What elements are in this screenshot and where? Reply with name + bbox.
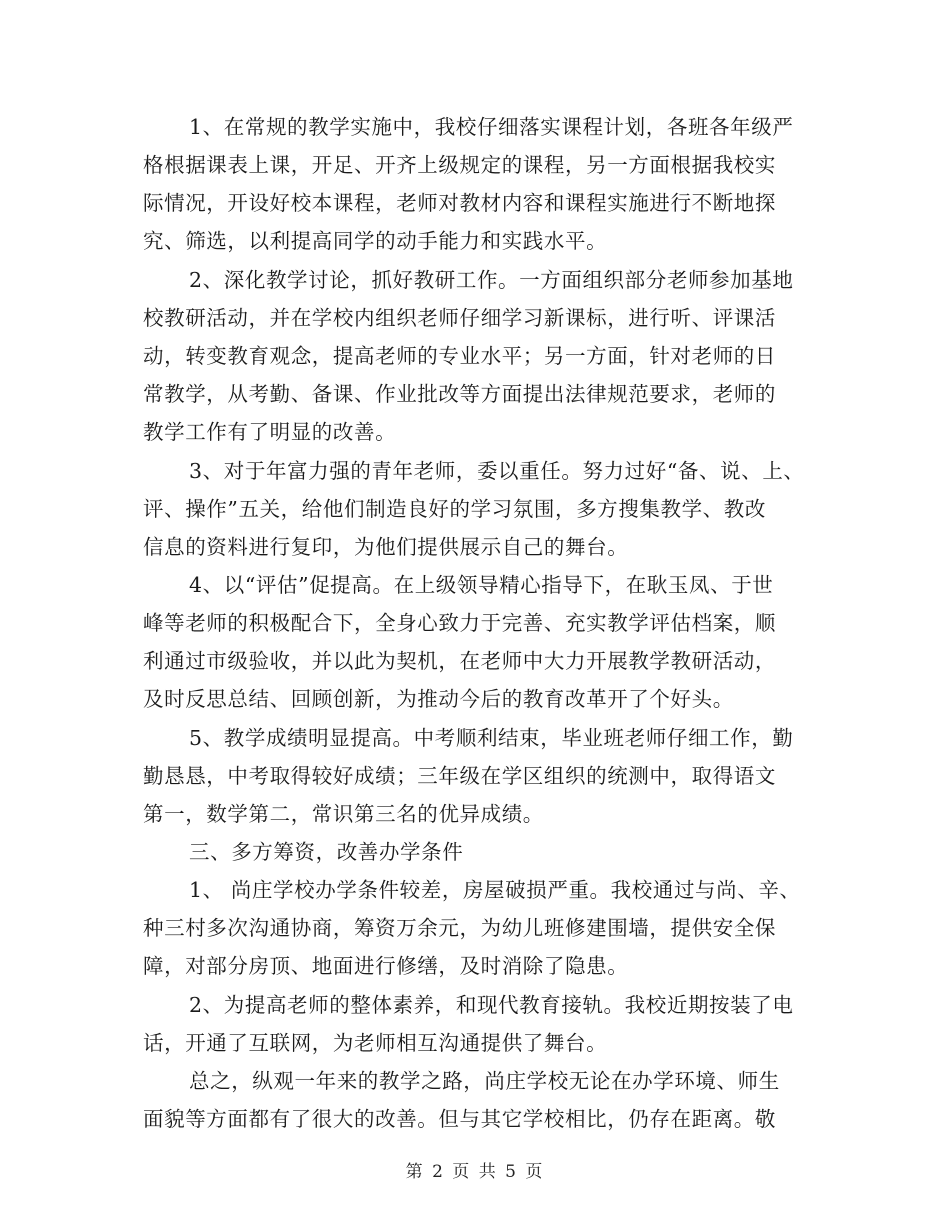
paragraph-line: 面貌等方面都有了很大的改善。但与其它学校相比，仍存在距离。敬 [143, 1107, 776, 1131]
page-number-footer: 第 2 页 共 5 页 [405, 1162, 545, 1182]
paragraph-line: 种三村多次沟通协商，筹资万余元，为幼儿班修建围墙，提供安全保 [143, 916, 776, 940]
section-heading: 三、多方筹资，改善办学条件 [189, 840, 464, 864]
paragraph-line: 5、教学成绩明显提高。中考顺利结束，毕业班老师仔细工作，勤 [189, 726, 794, 750]
paragraph-line: 话，开通了互联网，为老师相互沟通提供了舞台。 [143, 1031, 608, 1055]
paragraph-line: 1、在常规的教学实施中，我校仔细落实课程计划，各班各年级严 [189, 115, 794, 139]
paragraph-line: 教学工作有了明显的改善。 [143, 420, 397, 444]
paragraph-line: 信息的资料进行复印，为他们提供展示自己的舞台。 [143, 535, 629, 559]
paragraph-line: 第一，数学第二，常识第三名的优异成绩。 [143, 802, 544, 826]
paragraph-line: 常教学，从考勤、备课、作业批改等方面提出法律规范要求，老师的 [143, 382, 776, 406]
paragraph-line: 校教研活动，并在学校内组织老师仔细学习新课标，进行听、评课活 [143, 306, 776, 330]
paragraph-line: 际情况，开设好校本课程，老师对教材内容和课程实施进行不断地探 [143, 191, 776, 215]
paragraph-line: 评、操作”五关，给他们制造良好的学习氛围，多方搜集教学、教改 [143, 497, 766, 521]
paragraph-line: 动，转变教育观念，提高老师的专业水平；另一方面，针对老师的日 [143, 344, 776, 368]
paragraph-line: 2、深化教学讨论，抓好教研工作。一方面组织部分老师参加基地 [189, 268, 794, 292]
paragraph-line: 3、对于年富力强的青年老师，委以重任。努力过好“备、说、上、 [189, 459, 805, 483]
paragraph-line: 勤恳恳，中考取得较好成绩；三年级在学区组织的统测中，取得语文 [143, 764, 776, 788]
paragraph-line: 格根据课表上课，开足、开齐上级规定的课程，另一方面根据我校实 [143, 153, 776, 177]
paragraph-line: 1、 尚庄学校办学条件较差，房屋破损严重。我校通过与尚、辛、 [189, 878, 801, 902]
paragraph-line: 障，对部分房顶、地面进行修缮，及时消除了隐患。 [143, 954, 629, 978]
paragraph-line: 究、筛选，以利提高同学的动手能力和实践水平。 [143, 229, 608, 253]
paragraph-line: 4、以“评估”促提高。在上级领导精心指导下，在耿玉凤、于世 [189, 573, 774, 597]
paragraph-line: 及时反思总结、回顾创新，为推动今后的教育改革开了个好头。 [143, 687, 734, 711]
paragraph-line: 利通过市级验收，并以此为契机，在老师中大力开展教学教研活动， [143, 649, 776, 673]
paragraph-line: 总之，纵观一年来的教学之路，尚庄学校无论在办学环境、师生 [189, 1069, 780, 1093]
paragraph-line: 峰等老师的积极配合下，全身心致力于完善、充实教学评估档案，顺 [143, 611, 776, 635]
paragraph-line: 2、为提高老师的整体素养，和现代教育接轨。我校近期按装了电 [189, 993, 794, 1017]
